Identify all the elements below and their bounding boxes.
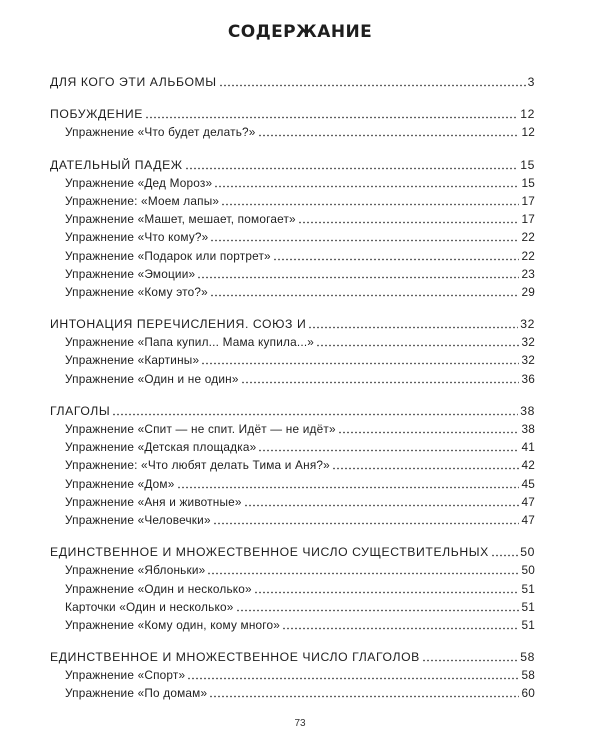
toc-entry-label: Упражнение: «Моем лапы» [65, 193, 220, 208]
toc-entry-label: ГЛАГОЛЫ [50, 403, 111, 418]
toc-entry-page: 58 [520, 650, 535, 665]
toc-entry-page: 45 [521, 476, 535, 491]
toc-item[interactable] [50, 561, 535, 579]
toc-item[interactable] [50, 123, 535, 141]
dot-leader [207, 565, 519, 575]
dot-leader [219, 77, 526, 87]
dot-leader [244, 497, 520, 507]
toc-entry-label: Карточки «Один и несколько» [65, 599, 234, 614]
toc-item[interactable] [50, 684, 535, 702]
toc-section [50, 648, 535, 703]
dot-leader [213, 515, 520, 525]
dot-leader [236, 602, 520, 612]
toc-item[interactable] [50, 210, 535, 228]
toc-entry-label: Упражнение «Папа купил... Мама купила...» [65, 335, 315, 350]
toc-entry-page: 17 [521, 212, 535, 227]
toc-entry-label: Упражнение «Дед Мороз» [65, 175, 213, 190]
toc-item[interactable] [50, 580, 535, 598]
toc-entry-label: Упражнение «Спит — не спит. Идёт — не идёт» [65, 422, 336, 436]
toc-entry-label: ДАТЕЛЬНЫЙ ПАДЕЖ [50, 157, 183, 172]
toc-item[interactable] [50, 511, 535, 529]
toc-item[interactable] [50, 370, 535, 388]
toc-item[interactable] [50, 666, 535, 684]
toc-entry-label: ДЛЯ КОГО ЭТИ АЛЬБОМЫ [50, 75, 217, 89]
toc-section-heading[interactable] [50, 543, 535, 561]
dot-leader [241, 374, 520, 384]
toc-entry-label: Упражнение: «Что любят делать Тима и Аня?» [65, 458, 330, 473]
toc-entry-page: 12 [520, 107, 535, 122]
toc-item[interactable] [50, 174, 535, 192]
toc-entry-label: Упражнение «Спорт» [65, 668, 186, 683]
toc-entry-label: Упражнение «Яблоньки» [65, 563, 206, 578]
toc-entry-page: 17 [521, 193, 535, 208]
toc-section [50, 73, 535, 91]
toc-item[interactable] [50, 598, 535, 616]
toc-item[interactable] [50, 228, 535, 246]
dot-leader [422, 652, 518, 662]
dot-leader [187, 670, 519, 680]
dot-leader [210, 232, 519, 242]
toc-section-heading[interactable] [50, 105, 535, 123]
toc-entry-page: 50 [521, 563, 535, 578]
toc-entry-page: 32 [520, 317, 535, 332]
toc-item[interactable] [50, 456, 535, 474]
page-number: 73 [294, 718, 306, 729]
toc-entry-label: Упражнение «Один и несколько» [65, 581, 252, 596]
dot-leader [258, 127, 520, 137]
toc-section [50, 543, 535, 634]
toc-item[interactable] [50, 351, 535, 369]
toc-entry-label: Упражнение «Что кому?» [65, 230, 209, 245]
toc-entry-page: 60 [521, 686, 535, 701]
toc-entry-label: Упражнение «Кому один, кому много» [65, 617, 281, 632]
dot-leader [201, 355, 519, 365]
toc-entry-page: 3 [527, 75, 535, 89]
toc-section [50, 156, 535, 302]
dot-leader [177, 479, 520, 489]
toc-entry-page: 32 [521, 353, 535, 368]
toc-entry-label: ИНТОНАЦИЯ ПЕРЕЧИСЛЕНИЯ. СОЮЗ И [50, 317, 307, 332]
toc-item[interactable] [50, 475, 535, 493]
toc-entry-label: Упражнение «Кому это?» [65, 284, 208, 299]
toc-entry-page: 23 [521, 266, 535, 281]
toc-item[interactable] [50, 265, 535, 283]
toc-entry-label: Упражнение «Один и не один» [65, 371, 239, 386]
toc-entry-label: ЕДИНСТВЕННОЕ И МНОЖЕСТВЕННОЕ ЧИСЛО ГЛАГОЛОВ [50, 650, 420, 665]
toc-entry-page: 47 [521, 494, 535, 509]
toc-section-heading[interactable] [50, 648, 535, 666]
dot-leader [308, 319, 518, 329]
toc-entry-page: 15 [520, 157, 535, 172]
toc-entry-label: Упражнение «Картины» [65, 353, 200, 368]
toc-entry-page: 29 [521, 284, 535, 299]
toc-entry-label: Упражнение «Дом» [65, 476, 175, 491]
dot-leader [316, 337, 519, 347]
toc-entry-page: 42 [521, 458, 535, 473]
toc-entry-label: Упражнение «Эмоции» [65, 266, 196, 281]
toc-item[interactable] [50, 438, 535, 456]
dot-leader [491, 547, 518, 557]
toc-entry-page: 22 [521, 230, 535, 245]
dot-leader [185, 160, 519, 170]
toc-entry-page: 38 [521, 422, 535, 436]
toc-entry-label: Упражнение «Аня и животные» [65, 494, 242, 509]
dot-leader [254, 584, 520, 594]
toc-entry-label: Упражнение «Что будет делать?» [65, 125, 256, 140]
dot-leader [282, 620, 519, 630]
toc-section [50, 402, 535, 529]
toc-entry-page: 38 [520, 403, 535, 418]
toc-entry-page: 51 [521, 617, 535, 632]
toc-entry-label: Упражнение «По домам» [65, 686, 208, 701]
dot-leader [210, 287, 520, 297]
toc-entry-page: 15 [521, 175, 535, 190]
table-of-contents [50, 73, 535, 717]
toc-section-heading[interactable] [50, 315, 535, 333]
toc-item[interactable] [50, 192, 535, 210]
toc-entry-page: 32 [521, 335, 535, 350]
toc-item[interactable] [50, 247, 535, 265]
toc-entry-label: Упражнение «Машет, мешает, помогает» [65, 212, 296, 227]
dot-leader [214, 178, 519, 188]
toc-entry-label: Упражнение «Человечки» [65, 512, 211, 527]
dot-leader [145, 109, 518, 119]
toc-section [50, 315, 535, 388]
toc-entry-page: 51 [521, 599, 535, 614]
toc-item[interactable] [50, 616, 535, 634]
dot-leader [258, 442, 519, 452]
toc-item[interactable] [50, 283, 535, 301]
toc-section-heading[interactable] [50, 73, 535, 91]
toc-section-heading[interactable] [50, 156, 535, 174]
page-title: СОДЕРЖАНИЕ [227, 22, 373, 42]
toc-entry-page: 51 [521, 581, 535, 596]
toc-section [50, 105, 535, 141]
toc-entry-page: 41 [521, 440, 535, 455]
dot-leader [273, 251, 520, 261]
dot-leader [112, 406, 518, 416]
dot-leader [338, 424, 520, 434]
dot-leader [298, 214, 520, 224]
toc-section-heading[interactable] [50, 402, 535, 420]
dot-leader [221, 196, 519, 206]
toc-entry-page: 12 [521, 125, 535, 140]
toc-entry-label: Упражнение «Подарок или портрет» [65, 248, 271, 263]
toc-item[interactable] [50, 420, 535, 438]
toc-entry-page: 47 [521, 512, 535, 527]
toc-entry-page: 58 [521, 668, 535, 683]
toc-entry-label: Упражнение «Детская площадка» [65, 440, 257, 455]
toc-entry-label: ПОБУЖДЕНИЕ [50, 107, 144, 122]
dot-leader [332, 460, 520, 470]
toc-entry-page: 22 [521, 248, 535, 263]
toc-item[interactable] [50, 333, 535, 351]
toc-entry-label: ЕДИНСТВЕННОЕ И МНОЖЕСТВЕННОЕ ЧИСЛО СУЩЕСТВИТЕЛЬНЫХ [50, 545, 489, 560]
dot-leader [209, 688, 519, 698]
toc-item[interactable] [50, 493, 535, 511]
dot-leader [197, 269, 519, 279]
toc-entry-page: 50 [520, 545, 535, 560]
toc-entry-page: 36 [521, 371, 535, 386]
